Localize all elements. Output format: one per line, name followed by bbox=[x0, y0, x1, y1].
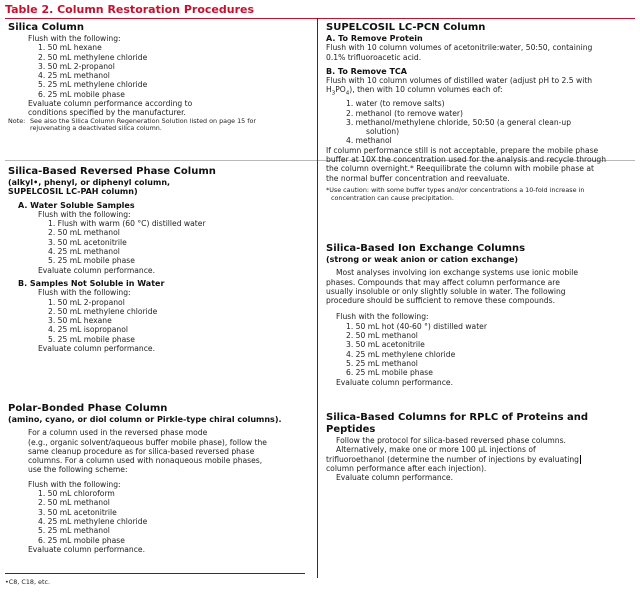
not-soluble-step: 1. 50 mL 2-propanol bbox=[48, 297, 125, 307]
rplc-section bbox=[326, 412, 634, 482]
formula-subscript: 3 bbox=[331, 91, 336, 97]
silica-step: 1. 50 mL hexane bbox=[38, 43, 102, 53]
pcn-tail-line: the column overnight.* Reequilibrate the column with mobile phase at bbox=[326, 164, 594, 174]
polar-section bbox=[8, 403, 313, 554]
polar-step: 3. 50 mL acetonitrile bbox=[38, 507, 117, 517]
polar-step: 5. 25 mL methanol bbox=[38, 526, 110, 536]
footnote-rule bbox=[5, 573, 305, 574]
remove-tca-title: B. To Remove TCA bbox=[326, 66, 407, 76]
pcn-heading: SUPELCOSIL LC-PCN Column bbox=[326, 22, 486, 33]
silica-step: 5. 25 mL methylene chloride bbox=[38, 80, 148, 90]
reversed-subtitle-cont: SUPELCOSIL LC-PAH column) bbox=[8, 187, 138, 197]
polar-text-line: columns. For a column used with nonaqueous mobile phases, bbox=[28, 456, 263, 466]
silica-heading: Silica Column bbox=[8, 22, 84, 33]
rplc-text-line: Follow the protocol for silica-based reversed phase columns. bbox=[336, 436, 566, 445]
ion-step: 1. 50 mL hot (40-60 °) distilled water bbox=[346, 321, 487, 331]
ion-intro: Flush with the following: bbox=[336, 312, 429, 322]
remove-tca-text: Flush with 10 column volumes of distilled water (adjust pH to 2.5 with bbox=[326, 76, 593, 86]
formula-part: ), then with 10 column volumes each of: bbox=[349, 85, 503, 95]
ion-steps bbox=[326, 322, 634, 378]
silica-step: 2. 50 mL methylene chloride bbox=[38, 52, 148, 62]
remove-tca-formula-line bbox=[326, 85, 634, 99]
polar-text-line: (e.g., organic solvent/aqueous buffer mobile phase), follow the bbox=[28, 437, 267, 447]
table-title: Table 2. Column Restoration Procedures bbox=[5, 3, 255, 16]
not-soluble-eval: Evaluate column performance. bbox=[38, 344, 155, 354]
ion-step: 4. 25 mL methylene chloride bbox=[346, 349, 456, 359]
water-soluble-step: 2. 50 mL methanol bbox=[48, 228, 120, 238]
remove-tca-steps bbox=[326, 99, 634, 145]
not-soluble-step: 2. 50 mL methylene chloride bbox=[48, 306, 158, 316]
note-label: Note: bbox=[8, 116, 26, 125]
reversed-heading: Silica-Based Reversed Phase Column bbox=[8, 166, 216, 177]
not-soluble-steps bbox=[8, 298, 313, 344]
pcn-tail-line: If column performance still is not acceptable, prepare the mobile phase bbox=[326, 145, 599, 155]
ion-step: 6. 25 mL mobile phase bbox=[346, 368, 433, 378]
water-soluble-step: 5. 25 mL mobile phase bbox=[48, 256, 135, 266]
polar-step: 1. 50 mL chloroform bbox=[38, 489, 115, 499]
footnote: •C8, C18, etc. bbox=[5, 578, 50, 586]
rplc-text-line: Alternatively, make one or more 100 μL injections of bbox=[336, 445, 536, 455]
silica-step: 4. 25 mL methanol bbox=[38, 71, 110, 81]
title-rule bbox=[5, 18, 635, 19]
formula-subscript: 4 bbox=[345, 91, 350, 97]
ion-text-line: phases. Compounds that may affect column performance are bbox=[326, 277, 560, 287]
remove-protein-text: 0.1% trifluoroacetic acid. bbox=[326, 52, 422, 62]
rplc-heading: Silica-Based Columns for RPLC of Proteins and Peptides bbox=[326, 412, 589, 435]
ion-text-line: procedure should be sufficient to remove these compounds. bbox=[326, 296, 555, 306]
ion-subtitle: (strong or weak anion or cation exchange) bbox=[326, 255, 519, 264]
rplc-eval: Evaluate column performance. bbox=[336, 473, 453, 483]
not-soluble-title: B. Samples Not Soluble in Water bbox=[18, 278, 165, 288]
polar-eval: Evaluate column performance. bbox=[28, 544, 145, 554]
polar-step: 4. 25 mL methylene chloride bbox=[38, 516, 148, 526]
water-soluble-step: 4. 25 mL methanol bbox=[48, 247, 120, 257]
rplc-text-span: trifluoroethanol (determine the number of injections by evaluating bbox=[326, 454, 579, 464]
silica-evaluate-cont: conditions specified by the manufacturer. bbox=[28, 108, 186, 118]
silica-steps bbox=[8, 43, 313, 99]
text-cursor bbox=[580, 455, 581, 464]
reversed-subtitle: (alkyl•, phenyl, or diphenyl column, bbox=[8, 178, 171, 187]
not-soluble-intro: Flush with the following: bbox=[38, 288, 131, 298]
polar-text-line: same cleanup procedure as for silica-based reversed phase bbox=[28, 446, 255, 456]
polar-steps bbox=[8, 489, 313, 545]
water-soluble-step: 3. 50 mL acetonitrile bbox=[48, 237, 127, 247]
water-soluble-intro: Flush with the following: bbox=[38, 209, 131, 219]
formula-part: H bbox=[326, 85, 332, 95]
not-soluble-step: 4. 25 mL isopropanol bbox=[48, 325, 128, 335]
rplc-text-line bbox=[326, 455, 634, 464]
water-soluble-steps bbox=[8, 219, 313, 265]
not-soluble-step: 3. 50 mL hexane bbox=[48, 316, 112, 326]
polar-text-line: use the following scheme: bbox=[28, 465, 128, 475]
note-line: See also the Silica Column Regeneration Solution listed on page 15 for bbox=[30, 116, 257, 125]
pcn-tail-line: buffer at 10X the concentration used for the analysis and recycle through bbox=[326, 155, 607, 165]
ion-step: 5. 25 mL methanol bbox=[346, 358, 418, 368]
remove-protein-title: A. To Remove Protein bbox=[326, 34, 423, 43]
ion-step: 3. 50 mL acetonitrile bbox=[346, 340, 425, 350]
caution-note: *Use caution: with some buffer types and/or concentrations a 10-fold increase in bbox=[326, 185, 585, 194]
remove-tca-step-cont: solution) bbox=[366, 127, 400, 137]
remove-tca-step: 1. water (to remove salts) bbox=[346, 99, 445, 109]
ion-step: 2. 50 mL methanol bbox=[346, 331, 418, 341]
note-line: rejuvenating a deactivated silica column. bbox=[30, 124, 162, 133]
ion-eval: Evaluate column performance. bbox=[336, 377, 453, 387]
polar-subtitle: (amino, cyano, or diol column or Pirkle-type chiral columns). bbox=[8, 415, 282, 424]
remove-tca-step: 3. methanol/methylene chloride, 50:50 (a general clean-up bbox=[346, 117, 572, 127]
remove-tca-step: 4. methanol bbox=[346, 136, 392, 146]
ion-section bbox=[326, 243, 634, 387]
polar-intro: Flush with the following: bbox=[28, 479, 121, 489]
reversed-section bbox=[8, 166, 313, 353]
polar-heading: Polar-Bonded Phase Column bbox=[8, 403, 168, 414]
silica-evaluate: Evaluate column performance according to bbox=[28, 99, 193, 109]
ion-text-line: Most analyses involving ion exchange systems use ionic mobile bbox=[336, 268, 579, 278]
polar-step: 2. 50 mL methanol bbox=[38, 498, 110, 508]
water-soluble-step: 1. Flush with warm (60 °C) distilled water bbox=[48, 219, 206, 229]
silica-intro: Flush with the following: bbox=[28, 34, 121, 43]
polar-text-line: For a column used in the reversed phase mode bbox=[28, 428, 208, 438]
ion-heading: Silica-Based Ion Exchange Columns bbox=[326, 243, 526, 254]
silica-section bbox=[8, 22, 313, 133]
pcn-tail-line: the normal buffer concentration and reevaluate. bbox=[326, 173, 510, 183]
pcn-section bbox=[326, 22, 634, 203]
remove-tca-step: 2. methanol (to remove water) bbox=[346, 108, 464, 118]
formula-part: PO bbox=[335, 85, 346, 95]
column-divider bbox=[317, 18, 318, 578]
water-soluble-eval: Evaluate column performance. bbox=[38, 265, 155, 275]
rplc-text-line: column performance after each injection). bbox=[326, 463, 487, 473]
silica-step: 3. 50 mL 2-propanol bbox=[38, 61, 115, 71]
polar-step: 6. 25 mL mobile phase bbox=[38, 535, 125, 545]
silica-step: 6. 25 mL mobile phase bbox=[38, 89, 125, 99]
caution-note-cont: concentration can cause precipitation. bbox=[331, 193, 454, 202]
ion-text-line: usually insoluble or only slightly soluble in water. The following bbox=[326, 286, 566, 296]
not-soluble-step: 5. 25 mL mobile phase bbox=[48, 334, 135, 344]
water-soluble-title: A. Water Soluble Samples bbox=[18, 200, 135, 210]
remove-protein-text: Flush with 10 column volumes of acetonitrile:water, 50:50, containing bbox=[326, 43, 593, 53]
